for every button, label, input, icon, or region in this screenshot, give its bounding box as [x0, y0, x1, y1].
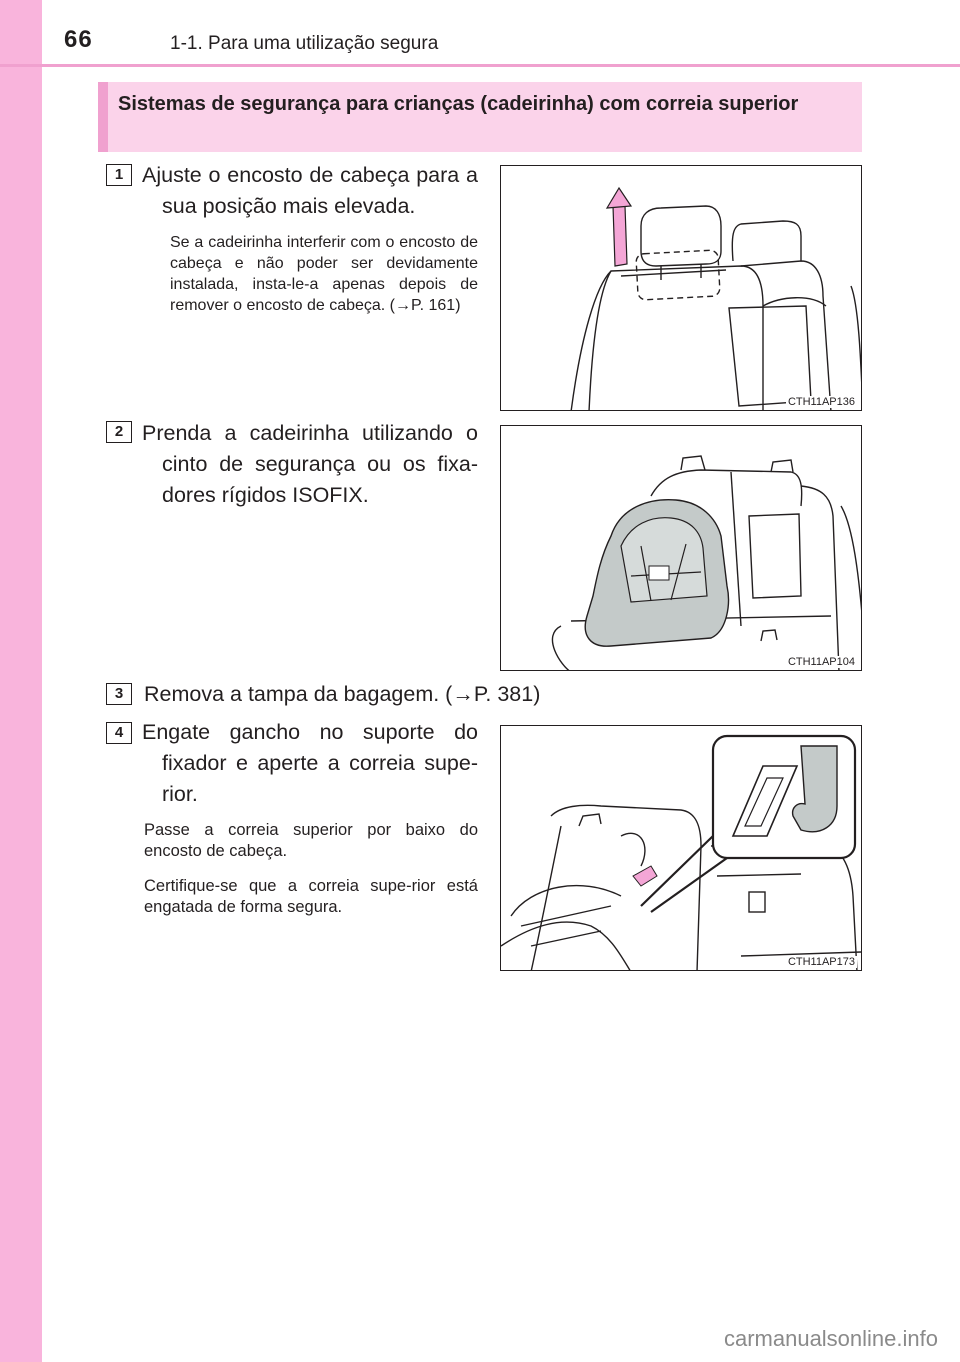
- figure-code: CTH11AP136: [787, 396, 855, 408]
- watermark: carmanualsonline.info: [723, 1326, 938, 1351]
- step-4-note-2: Certifique-se que a correia supe-rior está engatada de forma segura.: [144, 877, 478, 916]
- page-number: 66: [64, 26, 93, 53]
- figure-child-seat-install: [500, 425, 862, 671]
- step-1-note: Se a cadeirinha interferir com o encosto de cabeça e não poder ser devidamente instalada, insta-le-a apenas depois de remover o encosto de cabeça. (→P. 161): [170, 234, 478, 314]
- child-seat-illustration: [501, 426, 862, 671]
- step-number-4: 4: [106, 722, 132, 744]
- step-number-3: 3: [106, 683, 132, 705]
- topic-title: Sistemas de segurança para crianças (cadeirinha) com correia superior: [118, 93, 799, 115]
- step-number-1: 1: [106, 164, 132, 186]
- step-4-text: Engate gancho no suporte do fixador e aperte a correia supe-rior.: [142, 720, 478, 806]
- step-2-text: Prenda a cadeirinha utilizando o cinto de segurança ou os fixa-dores rígidos ISOFIX.: [142, 421, 478, 507]
- tether-hook-illustration: [501, 726, 862, 971]
- figure-top-tether-hook: [500, 725, 862, 971]
- topic-title-box: [98, 82, 862, 152]
- figure-code: CTH11AP173: [787, 956, 855, 968]
- step-number-2: 2: [106, 421, 132, 443]
- step-4-note-1: Passe a correia superior por baixo do encosto de cabeça.: [144, 821, 478, 860]
- step-1-text: Ajuste o encosto de cabeça para a sua posição mais elevada.: [142, 163, 478, 218]
- figure-headrest-raise: [500, 165, 862, 411]
- up-arrow-icon: [613, 206, 627, 266]
- figure-code: CTH11AP104: [787, 656, 855, 668]
- hook-arrow-icon: [633, 866, 657, 886]
- header-rule: [0, 64, 960, 67]
- page-edge-strip: [0, 0, 42, 1362]
- headrest-illustration: [501, 166, 862, 411]
- step-3-text: Remova a tampa da bagagem. (→P. 381): [144, 682, 541, 706]
- section-title: 1-1. Para uma utilização segura: [170, 33, 439, 54]
